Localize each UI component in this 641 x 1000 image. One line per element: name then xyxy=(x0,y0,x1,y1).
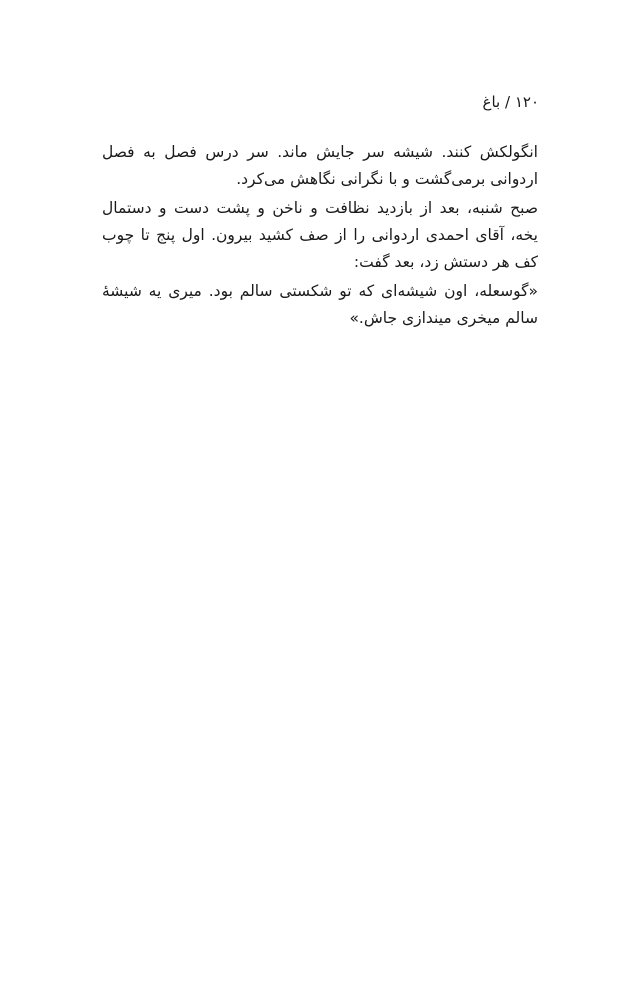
text-line: کف هر دستش زد، بعد گفت: xyxy=(353,253,538,271)
text-line: انگولکش کنند. شیشه سر جایش ماند. سر درس فصل به فصل xyxy=(102,143,538,161)
text-line: صبح شنبه، بعد از بازدید نظافت و ناخن و پشت دست و دستمال xyxy=(102,199,538,217)
text-line: «گوسعله، اون شیشه‌ای که تو شکستی سالم بود. میری یه شیشهٔ xyxy=(102,282,538,300)
body-text xyxy=(102,139,538,332)
paragraph xyxy=(102,278,538,332)
text-line: یخه، آقای احمدی اردوانی را از صف کشید بیرون. اول پنج تا چوب xyxy=(102,226,538,244)
paragraph xyxy=(102,195,538,276)
paragraph xyxy=(102,139,538,193)
running-head: ۱۲۰ / باغ xyxy=(482,93,539,111)
text-line: سالم میخری میندازی جاش.» xyxy=(349,309,538,327)
text-line: اردوانی برمی‌گشت و با نگرانی نگاهش می‌کرد. xyxy=(236,170,538,188)
